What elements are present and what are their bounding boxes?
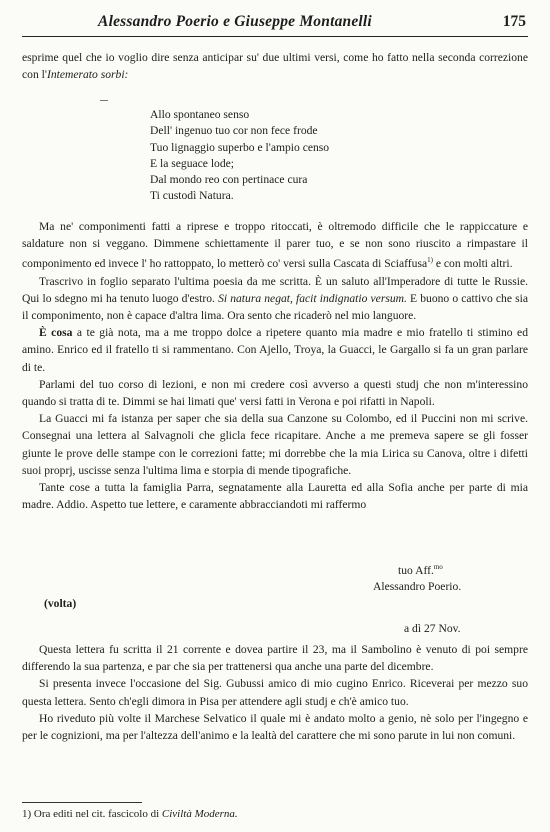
verse-line: Allo spontaneo senso [150, 108, 250, 121]
letter-date: a dì 27 Nov. [404, 622, 461, 635]
closing-superscript: mo [433, 563, 443, 571]
paragraph: La Guacci mi fa istanza per saper che sia della sua Canzone su Colombo, ed il Puccini non mi scrive. Consegnai una lettera al Salvagnoli che glicla fece ricapitare. Anche a me premeva sapere se gli fosser giunte le prove delle stampe con le correzioni fatte; mi dorrebbe che la mia Lirica su Canova, oltre i difetti suoi proprj, uscisse senza l'ultima lima e storpia di mende tipografiche. [22, 412, 528, 477]
volta-note: (volta) [44, 597, 77, 610]
verse-line: Tuo lignaggio superbo e l'ampio censo [150, 140, 330, 154]
intro-text: esprime quel che io voglio dire senza anticipar su' due ultimi versi, come ho fatto nella seconda correzione con l' [22, 51, 528, 82]
paragraph-lead: È cosa [39, 326, 73, 340]
verse-line: Ti custodì Natura. [150, 189, 234, 203]
header-rule [22, 36, 528, 37]
intro-italic: Intemerato sorbi: [46, 68, 129, 82]
postscript [22, 641, 528, 744]
verse-line: Dal mondo reo con pertinace cura [150, 173, 308, 187]
paragraph-text: e con molti altri. [432, 257, 513, 271]
letter-body [22, 218, 528, 513]
paragraph: Tante cose a tutta la famiglia Parra, segnatamente alla Lauretta ed alla Sofia anche per parte di mia madre. Addio. Aspetto tue lettere, e caramente abbracciandoti mi raffermo [22, 481, 528, 512]
footnote-text: Ora editi nel cit. fascicolo di [33, 808, 162, 820]
paragraph-text: E buono o cattivo che sia il componimento, non è capace d'altra lima. Ora sento che ricaderò nel mio languore. [22, 291, 528, 323]
signature: Alessandro Poerio. [373, 580, 462, 593]
page-number: 175 [502, 13, 526, 30]
latin-quote: Si natura negat, facit indignatio versum. [218, 291, 407, 305]
footnote-journal: Civiltà Moderna. [161, 808, 238, 820]
verse-line: Dell' ingenuo tuo cor non fece frode [150, 124, 318, 138]
verse-line: E la seguace lode; [150, 156, 235, 170]
footnote-reference: 1) [427, 256, 433, 265]
paragraph: Parlami del tuo corso di lezioni, e non mi credere così avverso a questi studj che non m'interessino quando si tratta di te. Dimmi se hai limati que' versi fatti in Verona e poi rifatti in Napoli. [22, 377, 528, 409]
paragraph-text: Ma ne' componimenti fatti a riprese e troppo ritoccati, è oltremodo difficile che le rappiccature e saldature non si veggano. Dimmene schiettamente il parer tuo, e se non sono riuscito a rimpastare il componimento ed invece l' ho rattoppato, lo metterò co' versi sulla Cascata di Sciaffusa [22, 220, 528, 271]
paragraph-text: Trascrivo in foglio separato l'ultima poesia da me scritta. È un saluto all'Imperadore di tutte le Russie. Qui lo sdegno mi ha tenuto luogo d'estro. [22, 274, 528, 305]
paragraph [22, 218, 528, 273]
paragraph: Questa lettera fu scritta il 21 corrente e dovea partire il 23, ma il Sambolino è venuto di poi sempre differendo la sua partenza, e par che sia per trattenersi qua anche una parte del dicembre. [22, 643, 528, 674]
paragraph-text: a te già nota, ma a me troppo dolce a ripetere quanto mia madre e mio fratello ti stimino ed amino. Enrico ed il fratello ti si rammentano. Con Ajello, Troya, la Guacci, le Gargallo si fa un gran parlare di te. [22, 326, 528, 374]
footnote [22, 808, 238, 820]
footnote-rule [22, 802, 142, 803]
paragraph: Si presenta invece l'occasione del Sig. Gubussi amico di mio cugino Enrico. Riceverai per mezzo suo questa lettera. Sento ch'egli dimora in Pisa per attendere agli studj e ch'è amico tuo. [22, 677, 528, 708]
paragraph [22, 273, 528, 325]
intro-paragraph [22, 49, 528, 83]
running-header-title: Alessandro Poerio e Giuseppe Montanelli [98, 13, 372, 30]
margin-mark [100, 100, 108, 101]
paragraph [22, 324, 528, 376]
closing-text: tuo Aff. [398, 564, 434, 577]
paragraph: Ho riveduto più volte il Marchese Selvatico il quale mi è andato molto a genio, nè solo per l'ingegno e per le cognizioni, ma per l'altezza dell'animo e la lealtà del carattere che mi sono parute in lui non comuni. [22, 711, 528, 743]
footnote-mark: 1) [22, 808, 32, 820]
verse-block [150, 107, 450, 205]
closing-salutation [398, 563, 443, 577]
